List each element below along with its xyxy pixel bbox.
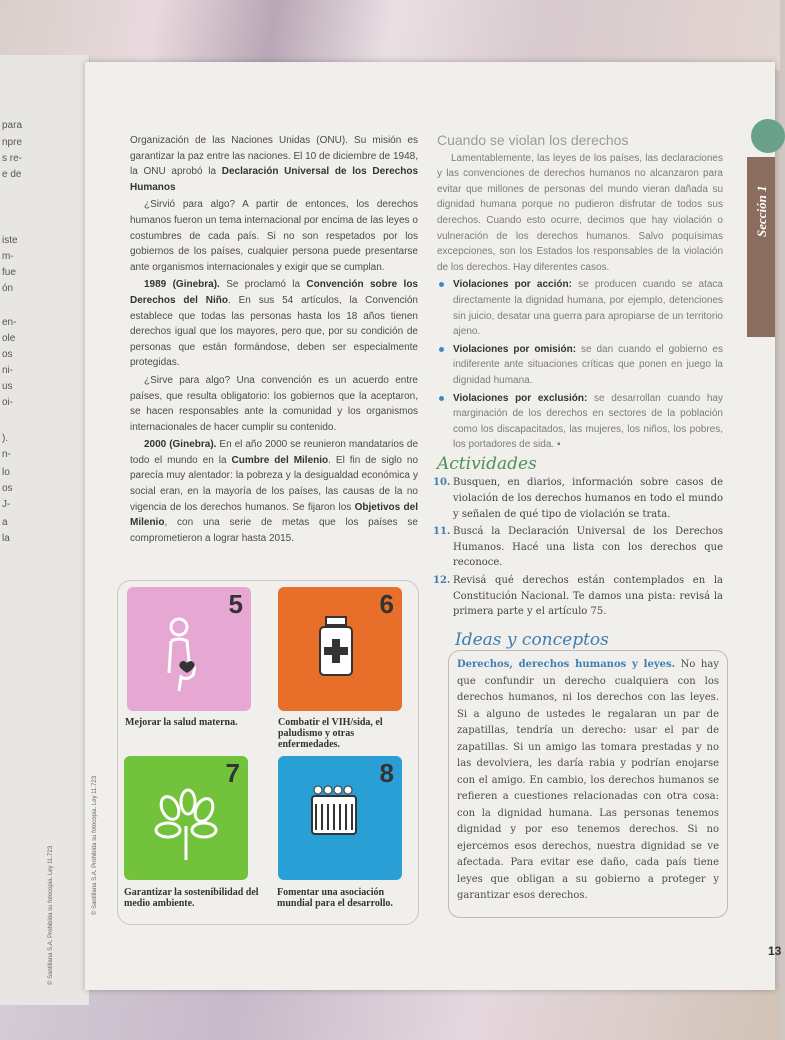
goal-tile-6 [278,587,402,711]
paragraph: 1989 (Ginebra). Se proclamó la Convención sobre los Derechos del Niño. En sus 54 artículos, la Convención establece que todas las personas hasta los 18 años tienen derechos igual que los mayores, pero que, por su condición de personas que están formándose, deben ser especialmente protegidas. [130,279,418,369]
medicine-jar-icon [300,613,370,693]
left-page-fragment: a [2,517,8,528]
list-item: Violaciones por omisión: se dan cuando el gobierno es indiferente ante situaciones críticas que ponen en juego la dignidad humana. [437,342,723,389]
goal-tile-8 [278,756,402,880]
goal-tile-5 [127,587,251,711]
left-page-fragment: iste [2,235,18,246]
left-page-fragment: para [2,120,23,131]
left-page-edge [0,55,90,1005]
list-item: Violaciones por acción: se producen cuando se ataca directamente la dignidad humana, por ejemplo, detenciones sin juicio, desatar una guerra para apropiarse de un territorio ajeno. [437,277,723,339]
left-page-fragment: e de [2,169,22,180]
activity-item: 10. Busquen, en diarios, información sobre casos de violación de los derechos humanos en todo el mundo y señalen de qué tipo de violación se trata. [433,477,723,520]
copyright-notice: © Santillana S.A. Prohibida su fotocopia. Ley 11.723 [92,775,98,915]
paragraph: Organización de las Naciones Unidas (ONU). Su misión es garantizar la paz entre las naciones. El 10 de diciembre de 1948, la ONU aprobó la Declaración Universal de los Derechos Humanos [130,135,419,193]
activities-heading: Actividades [437,453,537,474]
left-page-fragment: ). [2,433,9,444]
background-fabric-top [0,0,780,70]
pregnant-woman-icon [149,613,219,693]
left-page-fragment: s re- [2,153,22,164]
right-text-column [433,132,723,622]
section-heading: Cuando se violan los derechos [437,132,629,148]
section-tab-label: Sección 1 [754,185,769,237]
section-tab-circle [751,119,785,153]
goal-number: 5 [228,589,243,619]
ideas-heading: Ideas y conceptos [455,630,609,650]
left-page-fragment: os [2,349,13,360]
left-page-fragment: npre [2,137,23,148]
left-page-fragment: os [2,483,13,494]
goal-caption: Garantizar la sostenibilidad del medio ambiente. [124,887,259,909]
ideas-text: Derechos, derechos humanos y leyes. No hay que confundir un derecho cualquiera con los derechos humanos, ni los derechos con las leyes. Si a alguno de ustedes le regalaran un par de zapatillas, tendría un derecho: usar el par de zapatillas. Si un amigo las tomara prestadas y no las devolviera, les daría rabia y podrían enojarse con el amigo. En cambio, los derechos humanos se refieren a cuestiones relacionadas con otra cosa: con la dignidad humana. Las personas tenemos dignidad y por eso tenemos derechos. Si no ejercemos esos derechos, nuestra dignidad se ve afectada. Para evitar ese daño, cada país tiene leyes que obligan a su gobierno a proteger y garantizar esos derechos. [457,659,719,901]
goal-caption: Mejorar la salud materna. [125,717,238,728]
page-number: 13 [768,944,782,958]
left-page-fragment: us [2,381,13,392]
left-text-column [130,133,418,548]
left-page-fragment: la [2,533,10,544]
goal-tile-7 [124,756,248,880]
left-page-fragment: m- [2,251,14,262]
left-page-fragment: fue [2,267,16,278]
left-page-fragment: ni- [2,365,14,376]
activity-item: 11. Buscá la Declaración Universal de los Derechos Humanos. Hacé una lista con los derechos que reconoce. [433,526,723,569]
paragraph: ¿Sirve para algo? Una convención es un acuerdo entre países, que resulta obligatorio: los gobiernos que la aceptaron, se hacen responsables ante la comunidad y los organismos internacionales de hacer cumplir su contenido. [130,374,418,433]
goal-number: 8 [379,758,394,788]
people-hands-icon [300,782,370,862]
paragraph: ¿Sirvió para algo? A partir de entonces, los derechos humanos fueron un tema internacional por encima de las leyes o costumbres de cada país. Si no son respetados por los gobiernos de los países, cualquier persona puede presentarse ante organismos internacionales y exigir que se cumplan. [130,199,418,273]
section-tab [747,157,775,337]
paragraph: 2000 (Ginebra). En el año 2000 se reunieron mandatarios de todo el mundo en la Cumbre del Milenio. El fin de siglo no parecía muy alentador: la pobreza y la desigualdad económica y social eran, en la mayoría de los países, las causas de la no vigencia de los derechos humanos. Se fijaron los Objetivos del Milenio, con una serie de metas que los países se comprometieron a lograr hasta 2015. [130,439,419,544]
activity-item: 12. Revisá qué derechos están contemplados en la Constitución Nacional. Te damos una pista: revisá la primera parte y el artículo 75. [433,575,723,618]
goal-caption: Combatir el VIH/sida, el paludismo y otras enfermedades. [278,717,383,750]
left-page-fragment: en- [2,317,17,328]
plant-icon [146,782,216,862]
left-page-fragment: ole [2,333,16,344]
background-fabric-bottom [0,985,780,1040]
ideas-box [448,650,728,918]
left-page-fragment: J- [2,499,11,510]
left-page-fragment: ón [2,283,14,294]
copyright-notice-left: © Santillana S.A. Prohibida su fotocopia. Ley 11.723 [48,845,54,985]
goal-number: 6 [379,589,394,619]
left-page-fragment: lo [2,467,10,478]
paragraph: Lamentablemente, las leyes de los países, las declaraciones y las convenciones de derechos humanos no alcanzaron para evitar que millones de personas del mundo vieran dañada su dignidad humana porque no pudieron disfrutar de todos sus derechos. Cuando esto ocurre, decimos que hay violación o vulneración de los derechos humanos. Salvo poquísimas excepciones, son los Estados los responsables de la violación de los derechos. Hay diferentes casos. [437,152,723,273]
goal-number: 7 [225,758,240,788]
goal-caption: Fomentar una asociación mundial para el desarrollo. [277,887,393,909]
list-item: Violaciones por exclusión: se desarrollan cuando hay marginación de los derechos en sectores de la población como los discapacitados, las mujeres, los niños, los pobres, los portadores de sida. ▪ [437,391,723,453]
left-page-fragment: oi- [2,397,14,408]
left-page-fragment: n- [2,449,11,460]
